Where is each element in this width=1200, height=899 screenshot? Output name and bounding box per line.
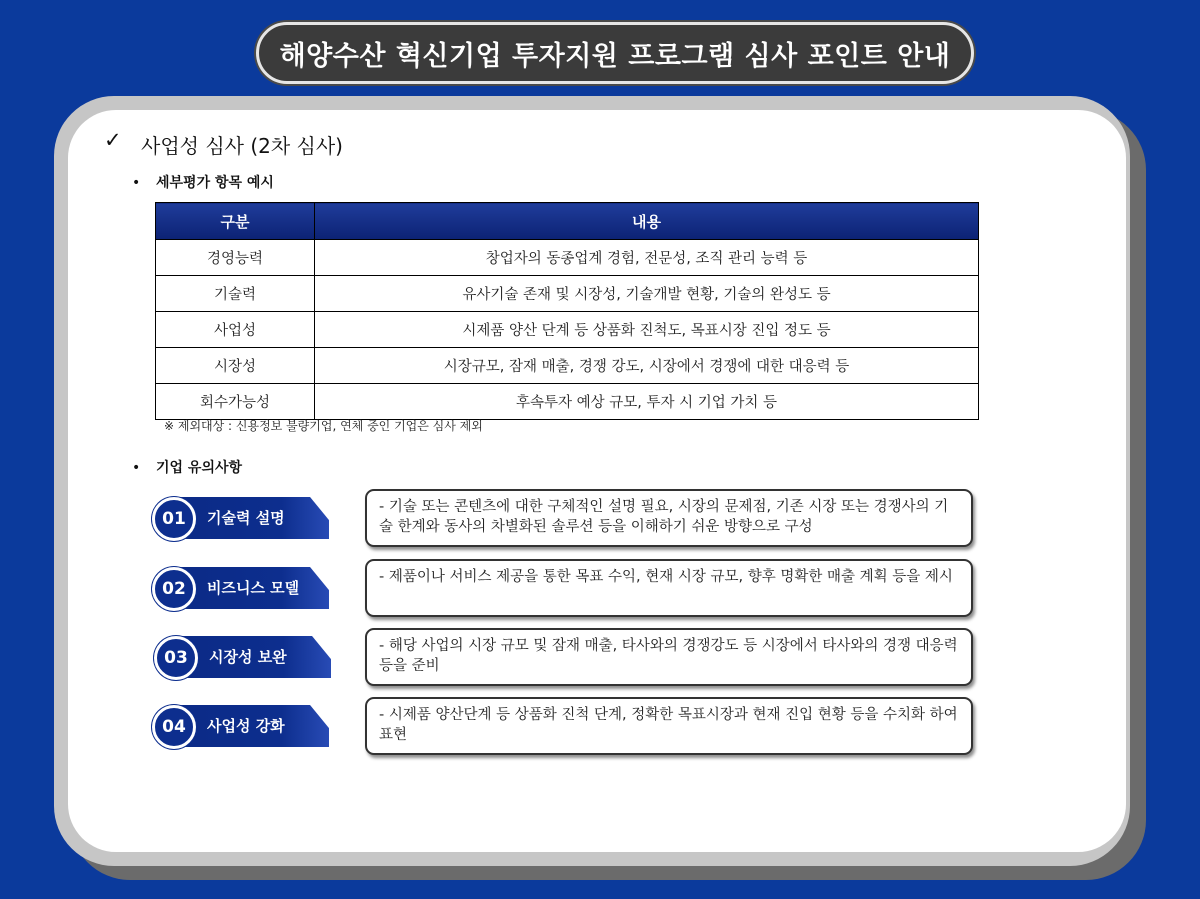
- item-badge-04: [155, 705, 331, 747]
- exclusion-note: ※ 제외대상 : 신용정보 불량기업, 연체 중인 기업은 심사 제외: [164, 419, 483, 433]
- badge-label: 비즈니스 모델: [207, 579, 300, 597]
- item-description-02: - 제품이나 서비스 제공을 통한 목표 수익, 현재 시장 규모, 향후 명확한 매출 계획 등을 제시: [365, 559, 973, 617]
- table-cell-content: 창업자의 동종업계 경험, 전문성, 조직 관리 능력 등: [315, 240, 979, 276]
- table-cell-category: 사업성: [156, 312, 315, 348]
- table-cell-content: 후속투자 예상 규모, 투자 시 기업 가치 등: [315, 384, 979, 420]
- badge-label: 사업성 강화: [207, 717, 285, 735]
- table-cell-content: 유사기술 존재 및 시장성, 기술개발 현황, 기술의 완성도 등: [315, 276, 979, 312]
- bullet-icon: •: [132, 175, 141, 191]
- table-header-row: [156, 203, 979, 240]
- item-badge-03: [157, 636, 333, 678]
- table-cell-category: 회수가능성: [156, 384, 315, 420]
- table-row: [156, 348, 979, 384]
- table-cell-content: 시제품 양산 단계 등 상품화 진척도, 목표시장 진입 정도 등: [315, 312, 979, 348]
- item-badge-02: [155, 567, 331, 609]
- table-cell-category: 시장성: [156, 348, 315, 384]
- table-cell-category: 기술력: [156, 276, 315, 312]
- table-row: [156, 276, 979, 312]
- subsection-notes: [132, 457, 242, 477]
- bullet-icon: •: [132, 460, 141, 476]
- item-description-03: - 해당 사업의 시장 규모 및 잠재 매출, 타사와의 경쟁강도 등 시장에서 타사와의 경쟁 대응력 등을 준비: [365, 628, 973, 686]
- table-cell-category: 경영능력: [156, 240, 315, 276]
- table-row: [156, 240, 979, 276]
- table-header-category: 구분: [156, 203, 315, 240]
- section-title: 사업성 심사 (2차 심사): [141, 134, 343, 158]
- item-description-04: - 시제품 양산단계 등 상품화 진척 단계, 정확한 목표시장과 현재 진입 현황 등을 수치화 하여 표현: [365, 697, 973, 755]
- badge-number: 04: [152, 705, 196, 749]
- evaluation-table: [155, 202, 979, 420]
- table-header-content: 내용: [315, 203, 979, 240]
- subsection-evaluation: [132, 172, 274, 192]
- item-description-01: - 기술 또는 콘텐츠에 대한 구체적인 설명 필요, 시장의 문제점, 기존 시장 또는 경쟁사의 기술 한계와 동사의 차별화된 솔루션 등을 이해하기 쉬운 방향으로 구성: [365, 489, 973, 547]
- badge-number: 02: [152, 567, 196, 611]
- item-badge-01: [155, 497, 331, 539]
- table-cell-content: 시장규모, 잠재 매출, 경쟁 강도, 시장에서 경쟁에 대한 대응력 등: [315, 348, 979, 384]
- subsection-title: 기업 유의사항: [156, 460, 243, 476]
- check-icon: ✓: [104, 128, 122, 152]
- subsection-title: 세부평가 항목 예시: [156, 175, 274, 191]
- page-title: 해양수산 혁신기업 투자지원 프로그램 심사 포인트 안내: [256, 22, 974, 84]
- badge-label: 시장성 보완: [209, 648, 287, 666]
- badge-number: 01: [152, 497, 196, 541]
- table-row: [156, 312, 979, 348]
- badge-number: 03: [154, 636, 198, 680]
- table-row: [156, 384, 979, 420]
- badge-label: 기술력 설명: [207, 509, 285, 527]
